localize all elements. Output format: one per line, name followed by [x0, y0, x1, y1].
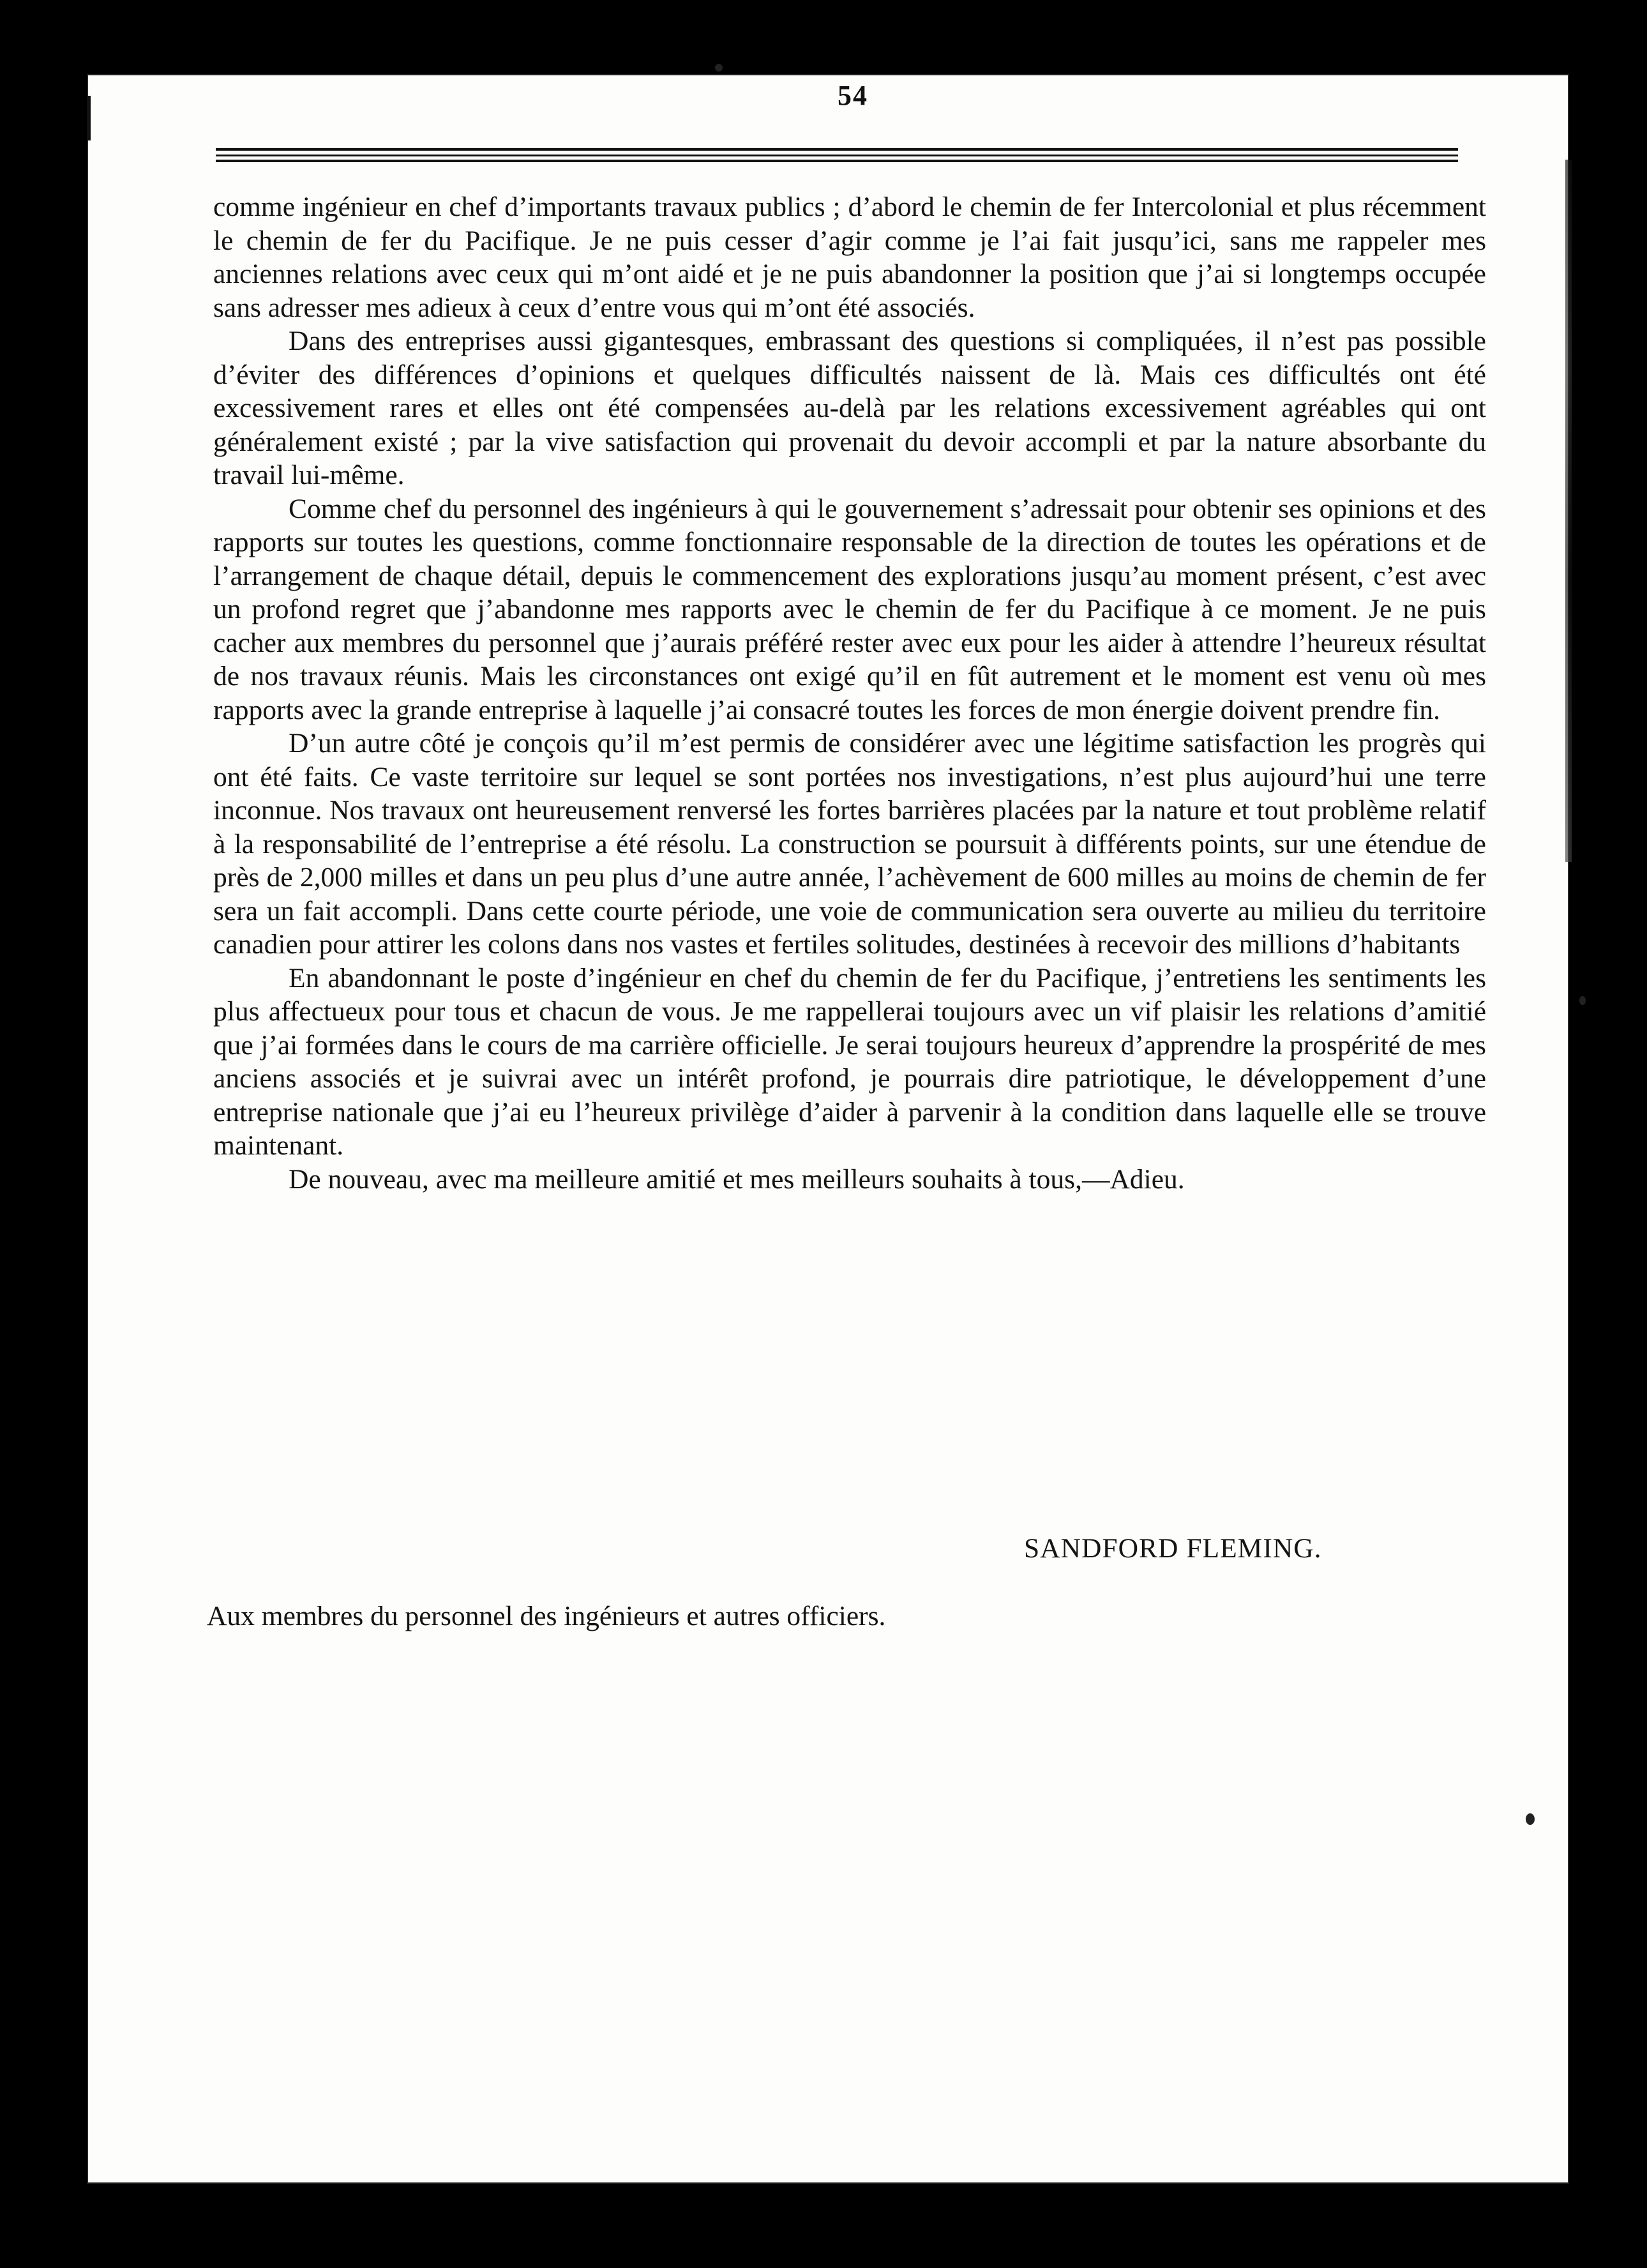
paragraph-4: D’un autre côté je conçois qu’il m’est permis de considérer avec une légitime satisfaction les progrès qui ont été faits. Ce vaste territoire sur lequel se sont portées nos investigations, n’est plus aujourd’hui une terre inconnue. Nos travaux ont heureusement renversé les fortes barrières placées par la nature et tout problème relatif à la responsabilité de l’entreprise a été résolu. La construction se poursuit à différents points, sur une étendue de près de 2,000 milles et dans un peu plus d’une autre année, l’achèvement de 600 milles au moins de chemin de fer sera un fait accompli. Dans cette courte période, une voie de communication sera ouverte au milieu du territoire canadien pour attirer les colons dans nos vastes et fertiles solitudes, destinées à recevoir des millions d’habitants — [213, 728, 1486, 960]
paragraph-6: De nouveau, avec ma meilleure amitié et mes meilleurs souhaits à tous,—Adieu. — [289, 1163, 1185, 1195]
scan-edge-mark — [87, 96, 91, 140]
paragraph-1: comme ingénieur en chef d’importants travaux publics ; d’abord le chemin de fer Intercolonial et plus récemment le chemin de fer du Pacifique. Je ne puis cesser d’agir comme je l’ai fait jusqu’ici, sans me rappeler mes anciennes relations avec ceux qui m’ont aidé et je ne puis abandonner la position que j’ai si longtemps occupée sans adresser mes adieux à ceux d’entre vous qui m’ont été associés. — [213, 192, 1486, 323]
header-rule — [216, 155, 1458, 156]
paragraph-3: Comme chef du personnel des ingénieurs à qui le gouvernement s’adressait pour obtenir ses opinions et des rapports sur toutes les questions, comme fonctionnaire responsable de la direction de toutes les opérations et de l’arrangement de chaque détail, depuis le commencement des explorations jusqu’au moment présent, c’est avec un profond regret que j’abandonne mes rapports avec le chemin de fer du Pacifique à ce moment. Je ne puis cacher aux membres du personnel que j’aurais préféré rester avec eux pour les aider à attendre l’heureux résultat de nos travaux réunis. Mais les circonstances ont exigé qu’il en fût autrement et le moment est venu où mes rapports avec la grande entreprise à laquelle j’ai consacré toutes les forces de mon énergie doivent prendre fin. — [213, 493, 1486, 725]
paragraph-2: Dans des entreprises aussi gigantesques, embrassant des questions si compliquées, il n’est pas possible d’éviter des différences d’opinions et quelques difficultés naissent de là. Mais ces difficultés ont été excessivement rares et elles ont été compensées au-delà par les relations excessivement agréables qui ont généralement existé ; par la vive satisfaction qui provenait du devoir accompli et par la nature absorbante du travail lui-même. — [213, 326, 1486, 490]
paragraph-5: En abandonnant le poste d’ingénieur en chef du chemin de fer du Pacifique, j’entretiens les sentiments les plus affectueux pour tous et chacun de vous. Je me rappellerai toujours avec un vif plaisir les relations d’amitié que j’ai formées dans le cours de ma carrière officielle. Je serai toujours heureux d’apprendre la prospérité de mes anciens associés et je suivrai avec un intérêt profond, je pourrais dire patriotique, le développement d’une entreprise nationale que j’ai eu l’heureux privilège d’aider à parvenir à la condition dans laquelle elle se trouve maintenant. — [213, 962, 1486, 1161]
header-rule — [216, 160, 1458, 162]
page-number: 54 — [838, 80, 868, 111]
document-page — [88, 75, 1568, 2182]
scan-speck — [715, 64, 723, 72]
addressee-line: Aux membres du personnel des ingénieurs et autres officiers. — [207, 1601, 886, 1631]
scan-speck — [1579, 996, 1586, 1005]
signature: SANDFORD FLEMING. — [1024, 1533, 1322, 1564]
scan-speck — [1526, 1813, 1535, 1825]
letter-body — [213, 190, 1486, 1196]
scan-edge-mark — [1565, 160, 1572, 862]
header-rule — [216, 148, 1458, 151]
